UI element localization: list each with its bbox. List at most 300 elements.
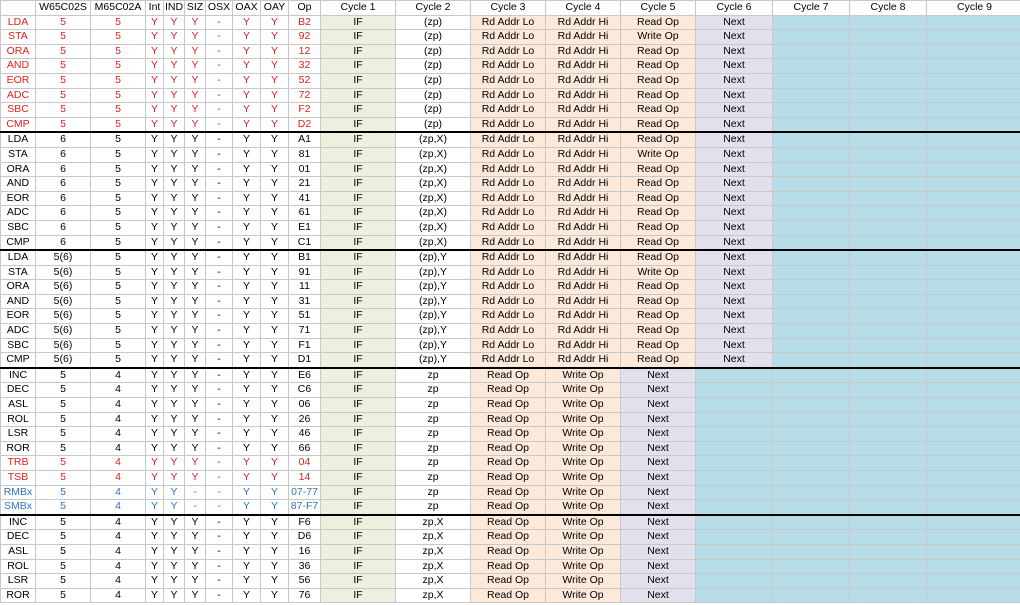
table-cell: Y	[164, 220, 185, 235]
table-cell: Next	[621, 398, 696, 413]
table-cell: ORA	[1, 162, 36, 177]
table-cell: Y	[164, 59, 185, 74]
table-row	[1, 294, 1020, 309]
table-cell: Next	[621, 471, 696, 486]
table-cell: IF	[321, 353, 396, 368]
table-cell: Y	[185, 103, 206, 118]
table-cell: -	[206, 427, 233, 442]
table-cell: C6	[289, 383, 321, 398]
table-cell: Next	[696, 206, 773, 221]
table-cell: 12	[289, 44, 321, 59]
table-cell: Rd Addr Lo	[471, 117, 546, 132]
table-cell: 4	[91, 383, 146, 398]
table-cell: Y	[164, 485, 185, 500]
table-cell	[927, 147, 1020, 162]
table-cell: Y	[164, 559, 185, 574]
table-cell: Next	[621, 368, 696, 383]
table-cell: -	[206, 485, 233, 500]
table-cell: Y	[261, 162, 289, 177]
table-cell	[773, 398, 850, 413]
table-cell: Next	[696, 250, 773, 265]
table-cell: Rd Addr Hi	[546, 103, 621, 118]
table-cell: IF	[321, 265, 396, 280]
table-cell	[773, 294, 850, 309]
table-cell: Y	[185, 177, 206, 192]
table-cell: (zp)	[396, 15, 471, 30]
table-cell	[773, 412, 850, 427]
table-cell	[773, 559, 850, 574]
column-header: W65C02S	[36, 1, 91, 16]
table-cell: Read Op	[471, 368, 546, 383]
table-cell: -	[206, 132, 233, 147]
table-cell: Rd Addr Lo	[471, 353, 546, 368]
table-cell: 46	[289, 427, 321, 442]
table-cell: IF	[321, 485, 396, 500]
table-cell: Rd Addr Hi	[546, 191, 621, 206]
table-cell: -	[206, 250, 233, 265]
table-cell	[850, 368, 927, 383]
table-cell	[773, 544, 850, 559]
table-cell: Y	[261, 383, 289, 398]
table-cell: (zp,X)	[396, 177, 471, 192]
table-cell: 5	[91, 117, 146, 132]
table-cell: (zp),Y	[396, 353, 471, 368]
table-cell: Y	[164, 88, 185, 103]
column-header: Cycle 7	[773, 1, 850, 16]
table-cell: -	[185, 500, 206, 515]
header-row	[1, 1, 1020, 16]
table-cell: Y	[233, 427, 261, 442]
table-cell: Next	[621, 456, 696, 471]
table-cell: Read Op	[621, 191, 696, 206]
table-cell	[850, 117, 927, 132]
table-cell: Y	[233, 574, 261, 589]
table-cell: 4	[91, 427, 146, 442]
table-cell: Y	[146, 30, 164, 45]
table-cell: 5	[36, 544, 91, 559]
table-cell: Y	[261, 117, 289, 132]
table-cell: Read Op	[621, 324, 696, 339]
table-cell: 07-77	[289, 485, 321, 500]
table-cell: Read Op	[621, 117, 696, 132]
table-cell: Next	[696, 147, 773, 162]
column-header: Int	[146, 1, 164, 16]
table-cell	[850, 15, 927, 30]
table-cell: IF	[321, 280, 396, 295]
table-cell: (zp),Y	[396, 338, 471, 353]
table-cell: Rd Addr Hi	[546, 88, 621, 103]
table-row	[1, 206, 1020, 221]
table-cell: 81	[289, 147, 321, 162]
table-cell	[850, 294, 927, 309]
table-cell: 4	[91, 441, 146, 456]
table-cell: LDA	[1, 132, 36, 147]
table-cell: -	[206, 294, 233, 309]
table-cell: (zp)	[396, 44, 471, 59]
table-cell: Y	[261, 309, 289, 324]
table-cell: Rd Addr Hi	[546, 309, 621, 324]
table-cell: D2	[289, 117, 321, 132]
table-cell: LDA	[1, 250, 36, 265]
table-cell: Y	[233, 544, 261, 559]
table-cell	[696, 412, 773, 427]
table-cell: ROR	[1, 441, 36, 456]
column-header: Cycle 6	[696, 1, 773, 16]
table-cell: -	[206, 15, 233, 30]
table-cell: IF	[321, 544, 396, 559]
table-cell: Y	[233, 88, 261, 103]
table-cell	[927, 59, 1020, 74]
table-cell	[927, 206, 1020, 221]
table-cell	[850, 162, 927, 177]
table-cell: -	[206, 559, 233, 574]
table-cell	[850, 530, 927, 545]
table-cell: Next	[621, 515, 696, 530]
table-cell: Y	[146, 294, 164, 309]
table-cell: -	[206, 206, 233, 221]
table-cell	[850, 324, 927, 339]
table-cell: ROL	[1, 559, 36, 574]
table-cell: Y	[261, 206, 289, 221]
table-cell: IF	[321, 191, 396, 206]
table-cell	[927, 324, 1020, 339]
table-cell: Next	[696, 265, 773, 280]
column-header: OAX	[233, 1, 261, 16]
table-cell: 4	[91, 574, 146, 589]
table-cell: zp	[396, 456, 471, 471]
table-row	[1, 398, 1020, 413]
table-row	[1, 177, 1020, 192]
table-cell: zp	[396, 383, 471, 398]
table-cell: -	[206, 353, 233, 368]
table-cell: zp,X	[396, 544, 471, 559]
table-row	[1, 324, 1020, 339]
table-cell: Read Op	[471, 500, 546, 515]
table-cell: ADC	[1, 206, 36, 221]
table-cell: Y	[261, 588, 289, 603]
table-cell: Y	[185, 471, 206, 486]
table-cell	[850, 574, 927, 589]
table-cell: Next	[621, 544, 696, 559]
table-cell: IF	[321, 220, 396, 235]
table-cell: Y	[233, 485, 261, 500]
table-cell: 5(6)	[36, 338, 91, 353]
table-cell: E6	[289, 368, 321, 383]
table-cell	[773, 588, 850, 603]
table-cell: STA	[1, 265, 36, 280]
table-cell: D6	[289, 530, 321, 545]
table-cell	[696, 427, 773, 442]
table-cell	[850, 177, 927, 192]
table-cell: IF	[321, 250, 396, 265]
table-cell: -	[206, 530, 233, 545]
table-cell: 5	[36, 103, 91, 118]
table-cell: Write Op	[546, 427, 621, 442]
table-cell: Y	[233, 15, 261, 30]
table-cell: Y	[164, 353, 185, 368]
table-cell: IF	[321, 515, 396, 530]
table-cell: Rd Addr Lo	[471, 309, 546, 324]
table-cell: Rd Addr Lo	[471, 280, 546, 295]
table-cell: 5	[91, 191, 146, 206]
table-cell: (zp),Y	[396, 294, 471, 309]
table-cell	[927, 162, 1020, 177]
table-cell: Y	[164, 544, 185, 559]
table-cell: 36	[289, 559, 321, 574]
table-cell: Write Op	[546, 574, 621, 589]
table-cell: LSR	[1, 427, 36, 442]
table-cell: AND	[1, 177, 36, 192]
table-cell	[850, 398, 927, 413]
table-cell: Y	[233, 441, 261, 456]
table-cell: 4	[91, 544, 146, 559]
table-row	[1, 280, 1020, 295]
table-cell	[696, 574, 773, 589]
table-row	[1, 88, 1020, 103]
table-cell: Y	[261, 250, 289, 265]
table-row	[1, 588, 1020, 603]
table-cell: Write Op	[546, 515, 621, 530]
table-cell: Y	[261, 59, 289, 74]
table-cell	[773, 383, 850, 398]
table-cell: Y	[146, 559, 164, 574]
table-cell: Y	[233, 103, 261, 118]
table-cell: Rd Addr Hi	[546, 162, 621, 177]
table-cell	[773, 44, 850, 59]
table-cell: Y	[233, 206, 261, 221]
table-cell: Y	[261, 191, 289, 206]
table-cell: Y	[233, 30, 261, 45]
table-cell	[773, 59, 850, 74]
table-cell: -	[206, 500, 233, 515]
table-cell: Read Op	[471, 544, 546, 559]
table-cell: Write Op	[546, 441, 621, 456]
table-cell: Rd Addr Lo	[471, 206, 546, 221]
table-cell: Rd Addr Hi	[546, 59, 621, 74]
table-row	[1, 191, 1020, 206]
table-cell	[927, 544, 1020, 559]
table-cell: 5	[36, 15, 91, 30]
table-row	[1, 73, 1020, 88]
table-cell: Y	[164, 412, 185, 427]
table-cell: Read Op	[621, 338, 696, 353]
table-row	[1, 500, 1020, 515]
table-cell: Y	[146, 103, 164, 118]
table-cell: Y	[185, 427, 206, 442]
table-cell	[773, 324, 850, 339]
table-cell: IF	[321, 44, 396, 59]
table-cell: Rd Addr Hi	[546, 235, 621, 250]
table-cell: 61	[289, 206, 321, 221]
table-row	[1, 338, 1020, 353]
table-cell: Y	[185, 441, 206, 456]
table-cell: Rd Addr Hi	[546, 220, 621, 235]
table-cell: Y	[185, 250, 206, 265]
table-cell: 5	[91, 132, 146, 147]
table-cell	[850, 206, 927, 221]
table-cell: Y	[164, 162, 185, 177]
table-cell: Y	[261, 441, 289, 456]
table-cell: DEC	[1, 530, 36, 545]
table-cell: Y	[185, 588, 206, 603]
table-cell: (zp,X)	[396, 220, 471, 235]
table-row	[1, 103, 1020, 118]
table-cell: 91	[289, 265, 321, 280]
table-cell: Rd Addr Lo	[471, 265, 546, 280]
table-row	[1, 30, 1020, 45]
table-cell: Y	[146, 191, 164, 206]
table-cell: Next	[696, 44, 773, 59]
table-cell	[927, 485, 1020, 500]
table-cell: Y	[261, 235, 289, 250]
table-cell: 4	[91, 515, 146, 530]
table-cell: 6	[36, 220, 91, 235]
table-cell: -	[206, 191, 233, 206]
table-cell	[773, 338, 850, 353]
table-cell	[850, 265, 927, 280]
table-cell	[927, 309, 1020, 324]
table-cell: -	[206, 162, 233, 177]
table-cell: Y	[164, 515, 185, 530]
table-cell: Y	[233, 324, 261, 339]
table-cell: zp,X	[396, 574, 471, 589]
table-cell: ASL	[1, 544, 36, 559]
table-cell: Y	[233, 132, 261, 147]
table-cell: (zp)	[396, 59, 471, 74]
table-cell: IF	[321, 441, 396, 456]
table-cell	[773, 132, 850, 147]
table-cell	[773, 235, 850, 250]
table-cell: 5	[91, 338, 146, 353]
table-cell: IF	[321, 206, 396, 221]
table-cell: Y	[261, 280, 289, 295]
table-cell	[927, 250, 1020, 265]
table-cell: 4	[91, 471, 146, 486]
table-cell: Y	[146, 162, 164, 177]
table-cell: Y	[146, 574, 164, 589]
table-cell: Read Op	[471, 383, 546, 398]
table-cell	[773, 485, 850, 500]
table-cell: Next	[621, 574, 696, 589]
table-row	[1, 59, 1020, 74]
table-cell: ADC	[1, 88, 36, 103]
table-cell: Read Op	[471, 515, 546, 530]
table-cell: 71	[289, 324, 321, 339]
table-cell	[850, 250, 927, 265]
table-cell: Y	[185, 280, 206, 295]
table-cell: Read Op	[621, 73, 696, 88]
table-cell: 6	[36, 162, 91, 177]
table-cell: 4	[91, 398, 146, 413]
table-cell: SMBx	[1, 500, 36, 515]
table-cell: Y	[261, 471, 289, 486]
table-cell: Y	[261, 338, 289, 353]
table-cell: Y	[185, 147, 206, 162]
table-cell: Next	[621, 412, 696, 427]
table-cell: zp,X	[396, 530, 471, 545]
table-cell: Rd Addr Hi	[546, 30, 621, 45]
table-cell: Y	[164, 368, 185, 383]
table-cell: F6	[289, 515, 321, 530]
table-cell: zp,X	[396, 588, 471, 603]
table-cell	[696, 500, 773, 515]
table-cell: Y	[261, 15, 289, 30]
table-cell: CMP	[1, 353, 36, 368]
table-cell	[927, 383, 1020, 398]
table-cell: 5	[36, 559, 91, 574]
table-cell	[927, 220, 1020, 235]
table-cell	[773, 280, 850, 295]
table-cell: Y	[146, 324, 164, 339]
table-cell: AND	[1, 294, 36, 309]
table-row	[1, 162, 1020, 177]
table-cell: Y	[146, 441, 164, 456]
table-cell: Y	[185, 44, 206, 59]
table-cell: Read Op	[621, 250, 696, 265]
table-cell: (zp)	[396, 30, 471, 45]
table-cell: Write Op	[546, 471, 621, 486]
table-cell: Next	[696, 30, 773, 45]
table-cell: IF	[321, 412, 396, 427]
table-cell: Read Op	[471, 574, 546, 589]
column-header: Cycle 4	[546, 1, 621, 16]
table-cell: Next	[696, 191, 773, 206]
table-cell: Y	[146, 177, 164, 192]
table-cell: Y	[185, 515, 206, 530]
table-cell: -	[206, 574, 233, 589]
table-cell: Read Op	[621, 235, 696, 250]
table-cell	[696, 456, 773, 471]
table-cell: Y	[164, 147, 185, 162]
table-cell: 5	[91, 88, 146, 103]
table-cell: Y	[233, 220, 261, 235]
table-cell	[927, 574, 1020, 589]
table-row	[1, 353, 1020, 368]
table-cell: Read Op	[621, 15, 696, 30]
table-cell: Y	[164, 338, 185, 353]
table-cell: C1	[289, 235, 321, 250]
table-cell	[927, 88, 1020, 103]
table-cell	[773, 191, 850, 206]
table-cell: 5	[91, 309, 146, 324]
table-cell: Y	[164, 15, 185, 30]
table-cell: -	[206, 147, 233, 162]
table-cell: Y	[261, 220, 289, 235]
table-cell: ORA	[1, 44, 36, 59]
table-cell: Y	[146, 73, 164, 88]
table-cell: Y	[233, 588, 261, 603]
table-cell	[850, 427, 927, 442]
table-cell: Y	[233, 500, 261, 515]
table-cell	[773, 353, 850, 368]
table-cell: 5(6)	[36, 353, 91, 368]
table-cell: zp	[396, 398, 471, 413]
table-cell: Rd Addr Lo	[471, 88, 546, 103]
table-cell	[696, 515, 773, 530]
table-cell: IF	[321, 88, 396, 103]
table-cell	[927, 235, 1020, 250]
table-cell: 26	[289, 412, 321, 427]
table-cell	[773, 30, 850, 45]
column-header: IND	[164, 1, 185, 16]
table-cell: Y	[233, 147, 261, 162]
table-cell	[927, 500, 1020, 515]
table-cell: Next	[621, 441, 696, 456]
table-cell: 5	[91, 206, 146, 221]
table-cell: Read Op	[621, 132, 696, 147]
table-cell: Y	[261, 559, 289, 574]
table-cell: Write Op	[546, 485, 621, 500]
